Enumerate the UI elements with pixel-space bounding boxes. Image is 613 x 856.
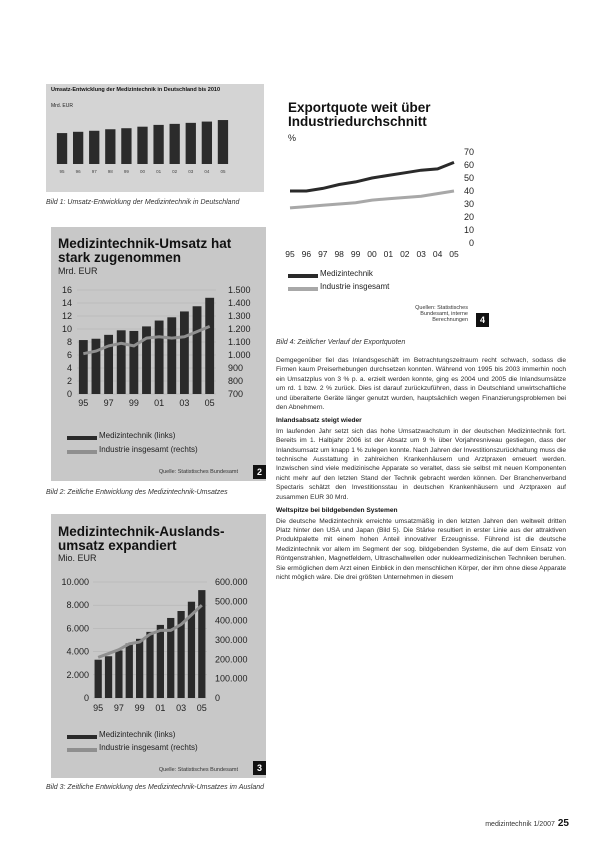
chart2-y-tick-left: 16 [61,285,72,295]
chart1-x-tick: 97 [91,169,97,174]
chart2-bar [104,335,113,394]
chart3-y-tick-left: 8.000 [66,600,89,611]
chart3-bar [115,650,122,698]
chart3-legend-swatch-line [67,748,97,752]
chart4-y-tick: 70 [463,147,474,157]
chart2-y-tick-right: 700 [228,389,244,399]
article-heading-3: Weltspitze bei bildgebenden Systemen [276,507,398,515]
chart3-y-tick-right: 300.000 [215,635,248,645]
chart4-y-tick: 20 [463,212,474,222]
chart2-bar [79,340,88,394]
chart4-source: Quellen: Statistisches Bundesamt, interne Berechnungen [415,305,468,323]
chart1-bar [170,124,180,164]
caption-3: Bild 3: Zeitliche Entwicklung des Medizintechnik-Umsatzes im Ausland [46,784,264,791]
chart3-legend-bars: Medizintechnik (links) [99,730,176,739]
chart1-panel [46,84,264,192]
chart4-x-tick: 96 [301,249,312,259]
chart1-x-tick: 02 [172,169,178,174]
chart1-bar [121,128,131,164]
footer-page-number: 25 [557,818,569,829]
chart4-y-tick: 0 [468,238,474,248]
article-paragraph-3: Die deutsche Medizintechnik erreichte umsatzmäßig in den letzten Jahren den weltweit dritten Platz hinter den USA und Japan (Bild 5). Die Stärke resultiert in erster Linie aus der attraktiven Produktpalette mit einem hohen Anteil innovativer Erzeugnisse. Führend ist die deutsche Medizintechnik vor allem im Segment der sog. bildgebenden Systeme, die auf dem Einsatz von Röntgenstrahlen, Magnetfeldern, Ultraschallwellen oder nuklearmedizinischen Techniken beruhen. Sie ermöglichen dem Arzt einen Einblick in den menschlichen Körper, der ihm ohne diese Apparate nicht möglich wäre. Die drei größten Unternehmen in diesem [276,517,566,581]
chart2-legend-line: Industrie insgesamt (rechts) [99,445,198,454]
chart2-bar [129,331,138,394]
caption-4: Bild 4: Zeitlicher Verlauf der Exportquoten [276,339,406,346]
badge-3: 3 [253,761,266,775]
chart2-y-tick-left: 12 [61,311,72,321]
chart3-y-tick-right: 500.000 [215,596,248,607]
chart4-legend-swatch-ind [288,287,318,291]
chart4-subtitle: % [288,133,297,143]
chart1-bar [89,131,99,164]
chart3-y-tick-left: 10.000 [61,577,89,587]
chart3-panel [51,514,266,778]
chart2-y-tick-right: 800 [228,376,244,386]
chart2-y-tick-right: 1.100 [228,337,251,347]
chart4-x-tick: 95 [285,249,295,259]
chart1-bar [202,122,212,164]
chart1-bar [73,132,83,164]
article-paragraph-2: Im laufenden Jahr setzt sich das hohe Umsatzwachstum in der deutschen Medizintechnik fort. Bereits im 1. Halbjahr 2006 ist der Absatz um 9 % über Vorjahresniveau gestiegen, dass der Inlandsumsatz um knapp 1 % zulegen konnte. Nach Jahren der Investitionszurückhaltung muss die technische Ausstattung in zahlreichen Krankenhäusern und Arztpraxen erneuert werden. Inzwischen sind viele medizinische Apparate so veraltet, dass sie selbst mit neuen Komponenten nicht mehr auf den letzten Stand der Technik gebracht werden können. Der Branchenverband Spectaris schätzt den Investitionsstau in deutschen Krankenhäusern und Arztpraxen auf zusammen EUR 30 Mrd. [276,427,566,501]
chart2-y-tick-right: 1.500 [228,285,251,295]
chart4-x-tick: 00 [367,249,377,259]
chart2-y-tick-left: 6 [66,350,72,360]
chart4-line-industrie [290,191,454,208]
chart1-title: Umsatz-Entwicklung der Medizintechnik in Deutschland bis 2010 [51,87,221,93]
article-body [276,356,566,582]
chart2-y-tick-right: 1.400 [228,298,251,308]
chart2-y-tick-right: 900 [228,363,244,373]
chart3-x-tick: 03 [176,703,187,713]
chart4-plot [276,96,488,330]
chart3-subtitle: Mio. EUR [58,553,97,563]
article-heading-2: Inlandsabsatz steigt wieder [276,417,362,425]
chart2-y-tick-right: 1.200 [228,324,251,334]
chart1-plot [46,84,264,192]
footer-journal: medizintechnik 1/2007 [485,821,555,828]
chart1-x-tick: 04 [204,169,210,174]
chart1-bar [186,123,196,164]
chart2-legend-bars: Medizintechnik (links) [99,431,176,440]
chart2-y-tick-left: 4 [66,363,72,373]
chart3-y-tick-right: 0 [215,693,221,703]
chart4-x-tick: 99 [350,249,361,259]
chart3-y-tick-left: 0 [83,693,89,703]
chart3-y-tick-left: 4.000 [66,646,89,657]
chart4-y-tick: 50 [463,173,474,183]
chart2-y-tick-right: 1.300 [228,311,251,321]
chart3-legend-swatch-bars [67,735,97,739]
chart4-x-tick: 02 [400,249,410,259]
chart3-y-tick-left: 6.000 [66,623,89,634]
chart4-x-tick: 04 [432,249,443,259]
chart3-x-tick: 99 [134,703,145,713]
chart2-bar [205,298,214,394]
chart1-x-tick: 98 [107,169,113,174]
caption-2: Bild 2: Zeitliche Entwicklung des Medizintechnik-Umsatzes [46,489,228,496]
page-footer [485,818,569,829]
chart3-y-tick-right: 100.000 [215,673,248,684]
chart4-title: Exportquote weit über Industriedurchschnitt [288,100,431,130]
chart3-bar [126,643,133,698]
chart3-y-tick-left: 2.000 [66,669,89,680]
chart2-panel [51,227,266,481]
chart4-y-tick: 10 [463,225,474,235]
chart2-source: Quelle: Statistisches Bundesamt [158,469,238,475]
chart4-x-tick: 05 [449,249,459,259]
chart2-x-tick: 03 [179,398,190,408]
chart2-x-tick: 99 [128,398,139,408]
chart3-bar [95,660,102,698]
chart2-bar [167,317,176,394]
chart2-legend-swatch-line [67,450,97,454]
chart1-x-tick: 99 [123,169,129,174]
chart2-bar [180,311,189,394]
chart3-x-tick: 97 [113,703,124,713]
chart3-bar [105,656,112,698]
chart2-bar [117,330,126,394]
caption-1: Bild 1: Umsatz-Entwicklung der Medizintechnik in Deutschland [46,199,240,206]
chart3-y-tick-right: 400.000 [215,615,248,626]
chart4-x-tick: 97 [318,249,328,259]
chart4-x-tick: 98 [334,249,344,259]
chart4-x-tick: 01 [383,249,394,259]
chart1-x-tick: 01 [156,169,162,174]
chart1-x-tick: 03 [188,169,194,174]
chart4-y-tick: 40 [463,186,474,196]
chart4-y-tick: 30 [463,199,474,209]
chart2-x-tick: 05 [204,398,215,408]
chart4-line-medizintechnik [290,162,454,191]
chart4-panel [276,96,488,330]
badge-4: 4 [476,313,489,327]
chart2-bar [155,321,164,394]
badge-2: 2 [253,465,266,479]
chart3-y-tick-right: 200.000 [215,654,248,665]
chart4-y-tick: 60 [463,160,474,170]
chart2-x-tick: 95 [78,398,89,408]
chart3-x-tick: 05 [196,703,207,713]
chart2-y-tick-left: 10 [61,324,72,334]
chart1-bar [153,125,163,164]
chart3-legend-line: Industrie insgesamt (rechts) [99,743,198,752]
chart1-bar [218,120,228,164]
chart2-title: Medizintechnik-Umsatz hat stark zugenommen [58,236,232,266]
chart1-x-tick: 05 [220,169,226,174]
chart3-title: Medizintechnik-Auslands-umsatz expandiert [58,524,225,554]
chart2-y-tick-left: 0 [66,389,72,399]
chart1-bar [57,133,67,164]
chart2-plot [51,227,266,481]
chart4-legend-ind: Industrie insgesamt [320,282,390,291]
chart2-y-tick-left: 14 [61,298,72,308]
chart3-y-tick-right: 600.000 [215,577,248,587]
chart2-y-tick-left: 8 [66,337,72,347]
chart2-x-tick: 97 [103,398,114,408]
chart2-x-tick: 01 [154,398,165,408]
chart4-legend-swatch-med [288,274,318,278]
chart4-x-tick: 03 [416,249,426,259]
chart2-subtitle: Mrd. EUR [58,266,98,276]
chart3-bar [136,639,143,698]
chart3-source: Quelle: Statistisches Bundesamt [158,767,238,773]
chart2-bar [92,339,101,394]
chart1-x-tick: 00 [139,169,146,174]
chart1-bar [137,127,147,164]
chart1-subtitle: Mrd. EUR [51,103,73,109]
chart2-y-tick-right: 1.000 [228,350,251,360]
chart3-x-tick: 95 [93,703,104,713]
chart1-bar [105,129,115,164]
chart2-y-tick-left: 2 [66,376,72,386]
chart3-bar [146,632,153,698]
article-paragraph-1: Demgegenüber fiel das Inlandsgeschäft im Betrachtungszeitraum recht schwach, sodass die Firmen kaum Preiserhebungen durchsetzen konnten. Während von 1995 bis 2003 immerhin noch ein Umsatzplus von 3 % p. a. erzielt werden konnte, ging es 2004 und 2005 die Inlandsumsätze um rd. 1 bzw. 2 % zurück. Dies ist darauf zurückzuführen, dass in Deutschland unwirtschaftliche und überalterte Geräte länger genutzt wurden, hauptsächlich wegen Finanzierungsproblemen bei den Abnehmern. [276,357,566,412]
chart1-x-tick: 95 [59,169,65,174]
chart4-legend-med: Medizintechnik [320,269,373,278]
chart3-bar [157,625,164,698]
chart3-x-tick: 01 [155,703,166,713]
chart2-legend-swatch-bars [67,436,97,440]
chart1-x-tick: 96 [75,169,81,174]
chart2-bar [193,306,202,394]
